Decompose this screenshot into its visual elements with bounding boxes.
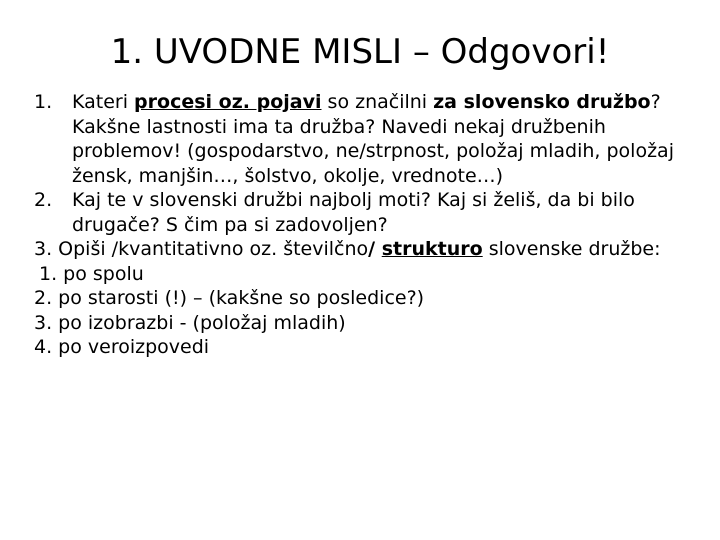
question-1-text [72, 91, 674, 187]
slide-body [34, 90, 704, 360]
question-1 [34, 90, 704, 188]
q3-pre: 3. Opiši /kvantitativno oz. številčno [34, 238, 369, 260]
slide-title: 1. UVODNE MISLI – Odgovori! [110, 32, 610, 72]
question-1-number: 1. [34, 91, 53, 113]
sub-item-2: 2. po starosti (!) – (kakšne so posledice?) [34, 287, 425, 309]
q1-bold: za slovensko družbo [433, 91, 651, 113]
q3-slash: / [368, 238, 382, 260]
sub-item-3: 3. po izobrazbi - (položaj mladih) [34, 311, 346, 334]
q1-mid: so značilni [321, 91, 434, 113]
q3-bold: strukturo [381, 238, 483, 260]
q1-post: ? Kakšne lastnosti ima ta družba? Navedi nekaj družbenih problemov! (gospodarstvo, ne/strpnost, položaj mladih, položaj žensk, manjšin…, šolstvo, okolje, vrednote…) [72, 91, 674, 187]
question-2 [34, 188, 704, 237]
question-2-number: 2. [34, 189, 53, 211]
sub-item-1: 1. po spolu [39, 262, 144, 285]
question-2-text: Kaj te v slovenski družbi najbolj moti? Kaj si želiš, da bi bilo drugače? S čim pa si zadovoljen? [72, 189, 635, 236]
q3-post: slovenske družbe: [482, 238, 661, 260]
question-3 [34, 237, 704, 262]
sub-item-4: 4. po veroizpovedi [34, 336, 210, 358]
q1-pre: Kateri [72, 91, 135, 113]
q1-underlined: procesi oz. pojavi [134, 91, 322, 113]
